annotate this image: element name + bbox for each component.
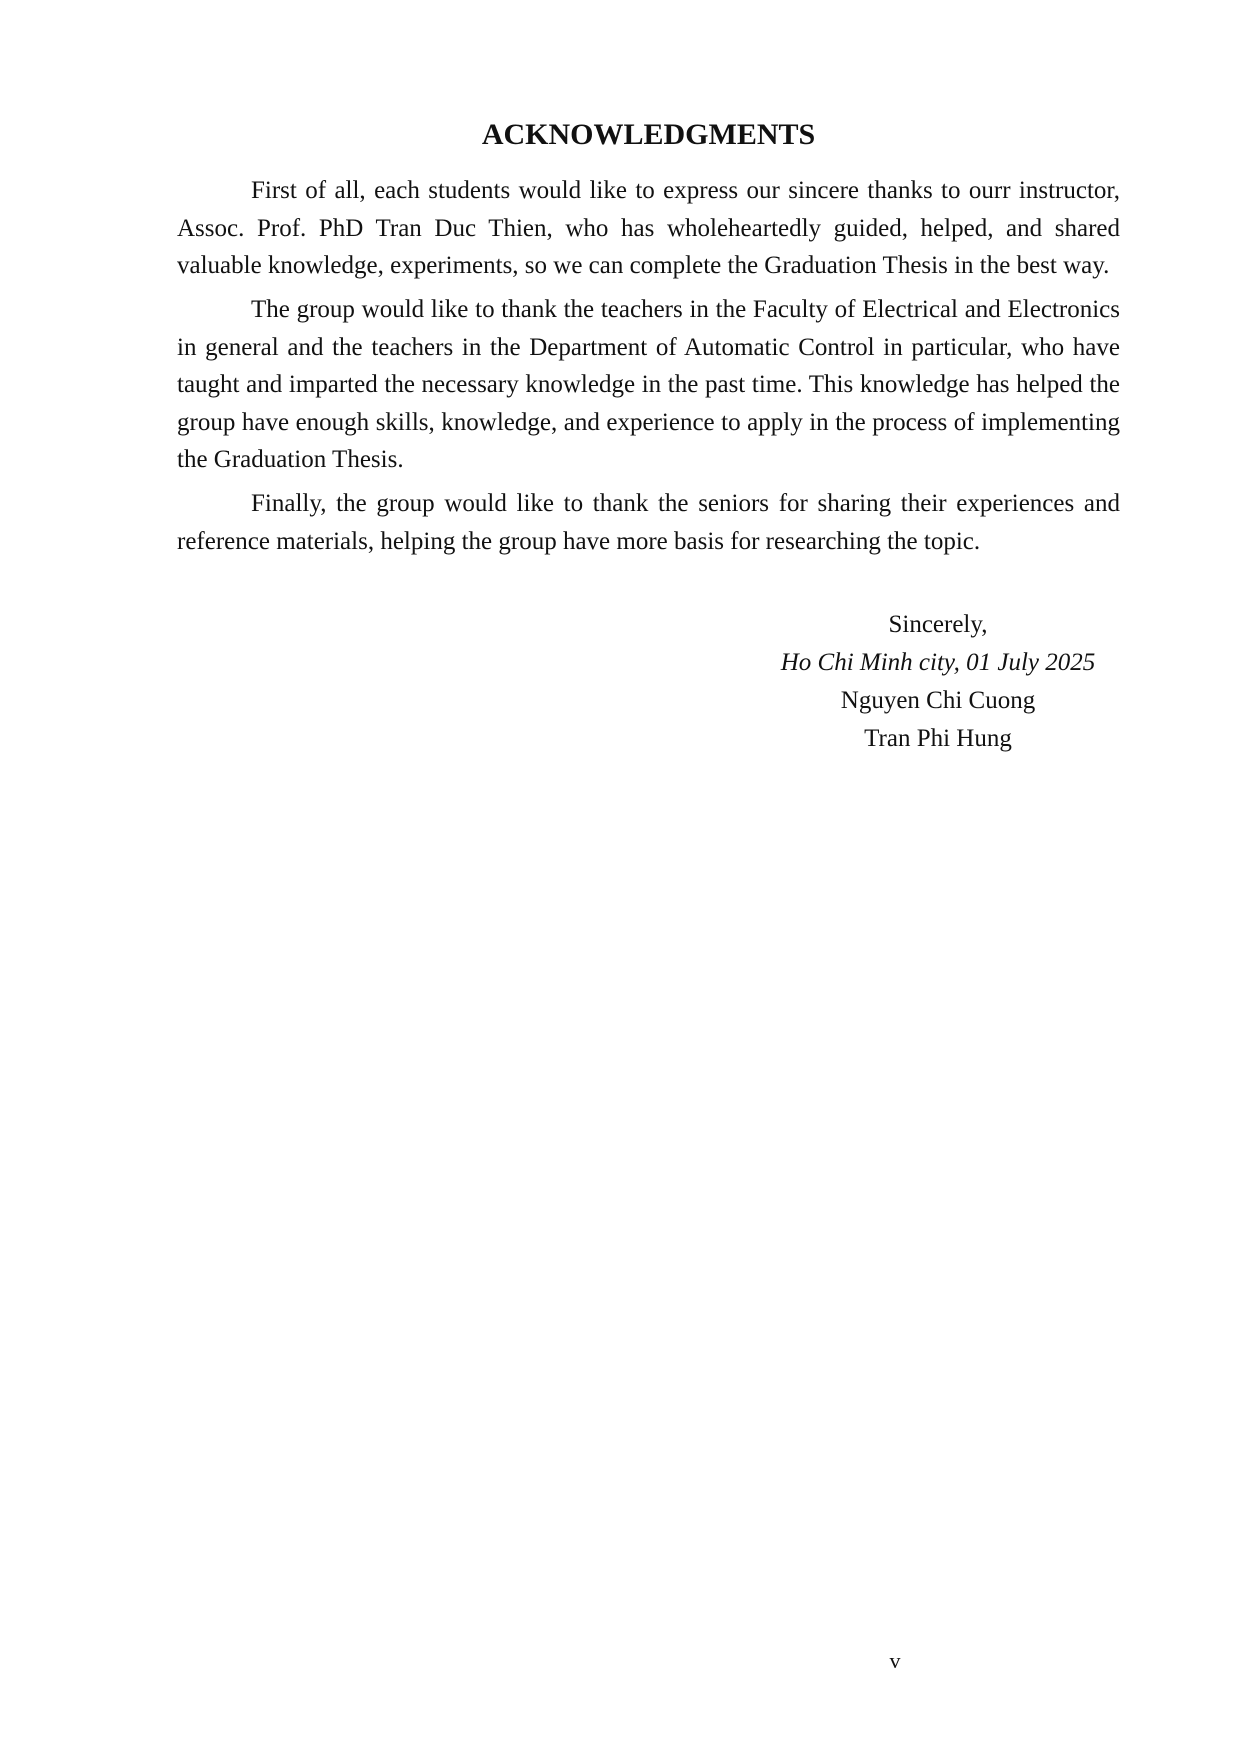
author-name: Tran Phi Hung: [864, 725, 1012, 752]
acknowledgment-body: [177, 172, 1120, 567]
paragraph: The group would like to thank the teachers in the Faculty of Electrical and Electronics in general and the teachers in the Department of Automatic Control in particular, who have taught and imparted the necessary knowledge in the past time. This knowledge has helped the group have enough skills, knowledge, and experience to apply in the process of implementing the Graduation Thesis.: [177, 296, 1120, 473]
paragraph: First of all, each students would like to express our sincere thanks to ourr instructor, Assoc. Prof. PhD Tran Duc Thien, who has wholeheartedly guided, helped, and shared valuable knowledge, experiments, so we can complete the Graduation Thesis in the best way.: [177, 177, 1120, 279]
paragraph: Finally, the group would like to thank the seniors for sharing their experiences and reference materials, helping the group have more basis for researching the topic.: [177, 490, 1120, 555]
place-date: Ho Chi Minh city, 01 July 2025: [780, 649, 1096, 676]
author-name: Nguyen Chi Cuong: [840, 687, 1036, 714]
page-number: v: [889, 1648, 901, 1673]
page-title: ACKNOWLEDGMENTS: [481, 118, 816, 151]
salutation: Sincerely,: [888, 611, 988, 638]
closing-block: [766, 606, 1110, 758]
